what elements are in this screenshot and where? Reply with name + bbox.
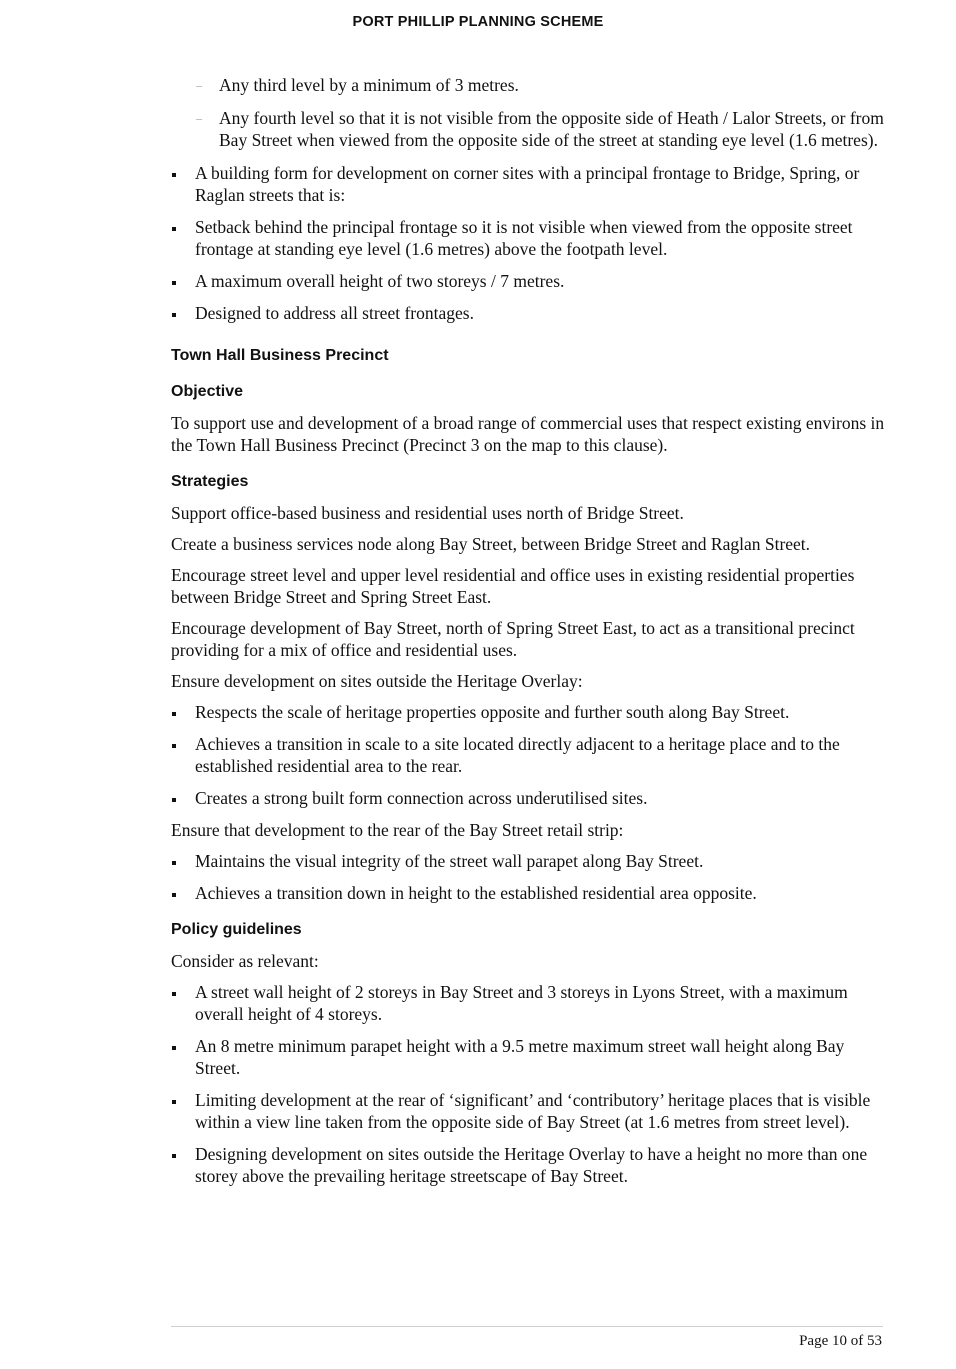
strategy-paragraph: Create a business services node along Bay Street, between Bridge Street and Raglan Street. <box>171 534 811 554</box>
page-number: Page 10 of 53 <box>799 1333 882 1349</box>
bullet-item: Achieves a transition down in height to the established residential area opposite. <box>171 882 886 904</box>
strategy-paragraph: Ensure development on sites outside the Heritage Overlay: <box>171 671 583 691</box>
strategy-paragraph: Encourage street level and upper level residential and office uses in existing residential properties between Bridge Street and Spring Street East. <box>171 565 855 607</box>
dash-item: – Any third level by a minimum of 3 metres. <box>171 74 886 96</box>
bullet-item: A street wall height of 2 storeys in Bay Street and 3 storeys in Lyons Street, with a maximum overall height of 4 storeys. <box>171 981 886 1025</box>
bullet-item: Achieves a transition in scale to a site located directly adjacent to a heritage place and to the established residential area to the rear. <box>171 733 886 777</box>
corner-sites-list <box>171 162 886 324</box>
bullet-item-text: A building form for development on corner sites with a principal frontage to Bridge, Spring, or Raglan streets that is: <box>195 163 860 205</box>
bullet-item <box>171 162 886 324</box>
strategies-heading: Strategies <box>171 473 249 490</box>
heritage-bullet-list <box>171 701 886 809</box>
continued-dash-list <box>171 74 886 151</box>
dash-item: Setback behind the principal frontage so it is not visible when viewed from the opposite street frontage at standing eye level (1.6 metres) above the footpath level. <box>171 216 886 260</box>
strategy-paragraph: Encourage development of Bay Street, north of Spring Street East, to act as a transitional precinct providing for a mix of office and residential uses. <box>171 618 855 660</box>
page-header-title: PORT PHILLIP PLANNING SCHEME <box>352 14 604 30</box>
bullet-item: Limiting development at the rear of ‘significant’ and ‘contributory’ heritage places that is visible within a view line taken from the opposite side of Bay Street (at 1.6 metres from street level). <box>171 1089 886 1133</box>
bullet-item: Designing development on sites outside the Heritage Overlay to have a height no more than one storey above the prevailing heritage streetscape of Bay Street. <box>171 1143 886 1187</box>
rear-bullet-list <box>171 850 886 904</box>
dash-item: – Any fourth level so that it is not visible from the opposite side of Heath / Lalor Streets, or from Bay Street when viewed from the opposite side of the street at standing eye level (1.6 metres). <box>171 107 886 151</box>
guidelines-heading: Policy guidelines <box>171 921 302 938</box>
guidelines-bullet-list <box>171 981 886 1187</box>
footer-divider <box>171 1326 883 1327</box>
dash-item: A maximum overall height of two storeys / 7 metres. <box>171 270 886 292</box>
objective-text: To support use and development of a broad range of commercial uses that respect existing environs in the Town Hall Business Precinct (Precinct 3 on the map to this clause). <box>171 413 885 455</box>
objective-heading: Objective <box>171 383 244 400</box>
bullet-item: Respects the scale of heritage properties opposite and further south along Bay Street. <box>171 701 886 723</box>
rear-intro: Ensure that development to the rear of the Bay Street retail strip: <box>171 820 624 840</box>
strategy-paragraph: Support office-based business and residential uses north of Bridge Street. <box>171 503 684 523</box>
corner-sites-dash-list <box>195 216 886 324</box>
bullet-item: Maintains the visual integrity of the street wall parapet along Bay Street. <box>171 850 886 872</box>
section-title: Town Hall Business Precinct <box>171 347 389 364</box>
guidelines-intro: Consider as relevant: <box>171 951 319 971</box>
dash-item: Designed to address all street frontages. <box>171 302 886 324</box>
document-body <box>171 74 886 1197</box>
bullet-item: Creates a strong built form connection across underutilised sites. <box>171 787 886 809</box>
bullet-item: An 8 metre minimum parapet height with a 9.5 metre maximum street wall height along Bay Street. <box>171 1035 886 1079</box>
